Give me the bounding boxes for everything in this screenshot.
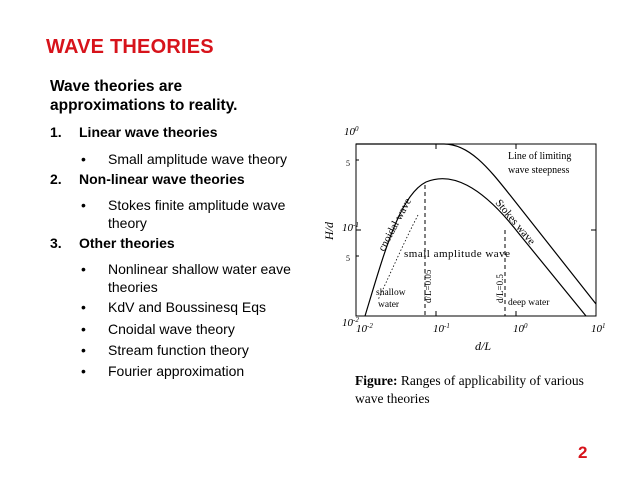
y-axis-label: H/d <box>322 222 336 240</box>
item-number: 3. <box>50 235 62 251</box>
cnoidal-wave-label: cnoidal wave <box>376 196 415 254</box>
slide-title: WAVE THEORIES <box>46 36 214 58</box>
bullet-text: KdV and Boussinesq Eqs <box>108 299 266 315</box>
bullet-marker: • <box>81 151 86 167</box>
bullet-marker: • <box>81 342 86 358</box>
y-tick-label-bottom: $10^{-2}$ <box>342 316 359 329</box>
bullet-marker: • <box>81 363 86 379</box>
dl-shallow-label: d/L=0.05 <box>423 269 433 303</box>
bullet-marker: • <box>81 197 86 213</box>
item-label: Other theories <box>79 235 175 251</box>
bullet-text: Cnoidal wave theory <box>108 321 235 337</box>
item-number: 1. <box>50 124 62 140</box>
shallow-water-label-1: shallow <box>376 288 406 298</box>
x-tick-label-1: $10^{-2}$ <box>356 322 373 335</box>
bullet-text: Stream function theory <box>108 342 249 358</box>
dl-deep-label: d/L=0.5 <box>495 274 505 303</box>
item-label: Linear wave theories <box>79 124 218 140</box>
bullet-marker: • <box>81 321 86 337</box>
caption-text: Ranges of applicability of various wave theories <box>355 373 584 406</box>
item-number: 2. <box>50 171 62 187</box>
x-tick-label-4: $10^1$ <box>591 322 606 335</box>
x-tick-label-3: $10^0$ <box>513 322 528 335</box>
bullet-text: Stokes finite amplitude wave theory <box>108 197 286 231</box>
limiting-line-label-1: Line of limiting <box>508 151 572 162</box>
x-tick-label-2: $10^{-1}$ <box>433 322 450 335</box>
y-minor-label-lower: 5 <box>346 254 350 263</box>
x-axis-label: d/L <box>475 339 492 353</box>
small-amplitude-label: small amplitude wave <box>404 248 511 260</box>
y-tick-label-top: $10^0$ <box>344 125 359 138</box>
item-label: Non-linear wave theories <box>79 171 245 187</box>
y-tick-label-mid: $10^{-1}$ <box>342 221 359 234</box>
bullet-marker: • <box>81 299 86 315</box>
y-minor-label-upper: 5 <box>346 159 350 168</box>
bullet-text: Fourier approximation <box>108 363 245 379</box>
stokes-wave-label: Stokes wave <box>492 197 538 248</box>
intro-text: Wave theories are approximations to reality. <box>50 78 238 114</box>
bullet-text: Small amplitude wave theory <box>108 151 287 167</box>
bullet-text: Nonlinear shallow water eave theories <box>108 261 291 295</box>
deep-water-label: deep water <box>508 298 550 308</box>
figure-caption <box>355 372 595 408</box>
page-number: 2 <box>578 443 588 462</box>
caption-prefix: Figure: <box>355 373 398 388</box>
limiting-line-label-2: wave steepness <box>508 165 570 176</box>
bullet-marker: • <box>81 261 86 277</box>
shallow-water-label-2: water <box>378 300 400 310</box>
